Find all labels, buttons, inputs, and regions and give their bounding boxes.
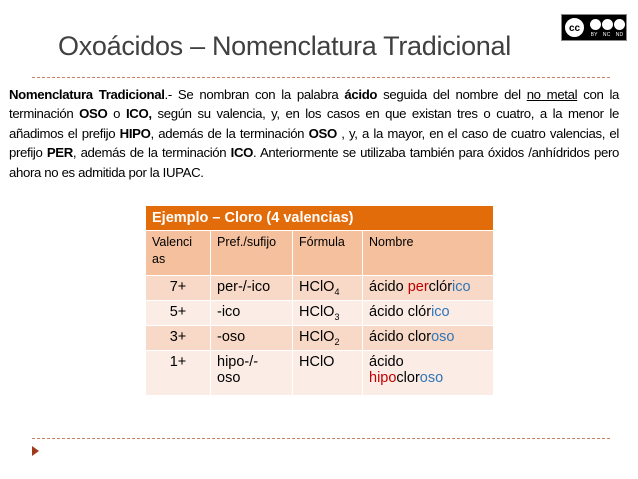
name-suffix: ico <box>431 304 450 320</box>
name-root: clor <box>396 370 420 386</box>
header-valencias-line2: as <box>152 252 166 266</box>
table-row <box>146 301 494 326</box>
cell-valencia: 1+ <box>146 351 211 396</box>
license-label-by: BY <box>590 32 598 38</box>
text-segment: , además de la terminación <box>72 145 231 161</box>
license-label-nc: NC <box>602 32 611 38</box>
cell-formula <box>293 276 363 301</box>
cell-pref <box>211 351 293 396</box>
text-segment: .- Se nombran con la palabra <box>164 87 345 102</box>
term-acido: ácido <box>344 87 378 102</box>
name-part: ácido clór <box>369 304 432 320</box>
name-part: ácido clor <box>369 329 432 345</box>
text-segment: seguida del nombre del <box>377 87 527 102</box>
name-part: ácido <box>369 279 408 295</box>
description-paragraph <box>9 85 619 182</box>
text-segment: con la terminación <box>9 87 620 122</box>
nd-icon <box>613 18 626 31</box>
table-caption: Ejemplo – Cloro (4 valencias) <box>146 206 494 231</box>
bullet-arrow-icon <box>32 446 39 456</box>
name-suffix: oso <box>431 329 455 345</box>
name-part: ácido <box>369 354 404 370</box>
slide-title: Oxoácidos – Nomenclatura Tradicional <box>58 31 511 61</box>
name-suffix: oso <box>419 370 444 386</box>
cell-pref: per-/-ico <box>211 276 293 301</box>
table-row <box>146 326 494 351</box>
formula-subscript: 4 <box>334 286 340 297</box>
name-root: clór <box>428 279 453 295</box>
term-per: PER <box>46 145 73 161</box>
text-segment: según su valencia, y, en los casos en que existan tres o cuatro, a la menor le añadimos el prefijo <box>9 106 619 141</box>
term-oso: OSO <box>308 125 337 141</box>
name-prefix: hipo <box>369 370 397 386</box>
text-segment: , además de la terminación <box>150 125 309 141</box>
header-valencias-line1: Valenci <box>152 235 193 249</box>
header-pref-sufijo: Pref./sufijo <box>211 231 293 276</box>
formula-base: HClO <box>299 329 335 345</box>
text-segment: , y, a la mayor, en el caso de cuatro valencias, el prefijo <box>9 125 619 161</box>
cell-formula <box>293 326 363 351</box>
bottom-divider <box>32 438 610 439</box>
cc-license-badge <box>561 14 627 41</box>
term-ico: ICO, <box>125 106 152 122</box>
formula-base: HClO <box>299 304 335 320</box>
formula-base: HClO <box>299 279 335 295</box>
table-header-row <box>146 231 494 276</box>
cc-logo-icon: cc <box>564 17 585 38</box>
cell-pref: -oso <box>211 326 293 351</box>
text-segment: . Anteriormente se utilizaba también para óxidos /anhídridos pero ahora no es admitida por la IUPAC. <box>9 145 619 180</box>
cell-valencia: 5+ <box>146 301 211 326</box>
term-ico: ICO <box>230 145 254 161</box>
cell-nombre <box>363 301 494 326</box>
license-label-nd: ND <box>615 32 624 38</box>
cell-formula: HClO <box>293 351 363 396</box>
cell-nombre <box>363 351 494 396</box>
cell-nombre <box>363 276 494 301</box>
formula-subscript: 2 <box>334 336 340 347</box>
text-segment: o <box>107 106 126 122</box>
pref-line2: oso <box>217 370 241 386</box>
table-row <box>146 276 494 301</box>
top-divider <box>32 77 610 78</box>
term-hipo: HIPO <box>119 125 151 141</box>
example-table <box>145 205 494 396</box>
cell-pref: -ico <box>211 301 293 326</box>
table-row <box>146 351 494 396</box>
name-suffix: ico <box>452 279 471 295</box>
cell-formula <box>293 301 363 326</box>
pref-line1: hipo-/- <box>217 354 259 370</box>
formula-subscript: 3 <box>334 311 340 322</box>
license-labels <box>588 32 626 38</box>
term-nomenclatura: Nomenclatura Tradicional <box>9 87 165 102</box>
header-valencias <box>146 231 211 276</box>
cell-valencia: 3+ <box>146 326 211 351</box>
cell-nombre <box>363 326 494 351</box>
header-nombre: Nombre <box>363 231 494 276</box>
term-no-metal: no metal <box>526 87 578 102</box>
cell-valencia: 7+ <box>146 276 211 301</box>
header-formula: Fórmula <box>293 231 363 276</box>
name-prefix: per <box>407 279 429 295</box>
term-oso: OSO <box>79 106 108 122</box>
